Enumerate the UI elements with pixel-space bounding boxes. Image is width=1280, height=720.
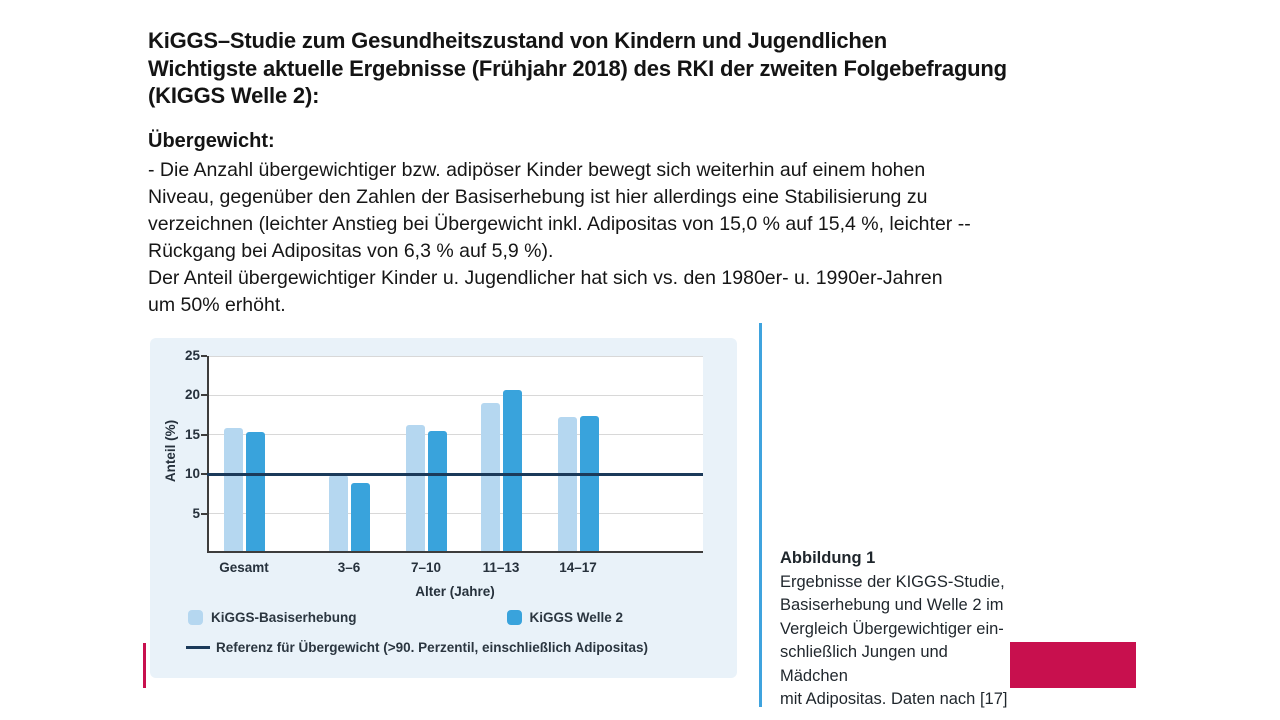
bar-group (329, 356, 370, 553)
legend-reference-line-swatch (186, 646, 210, 650)
figure-caption (780, 547, 1016, 712)
bar-group (558, 356, 599, 553)
y-axis-label: Anteil (%) (163, 419, 178, 483)
figure-caption-line: mit Adipositas. Daten nach [17] (780, 690, 1008, 708)
body-line: um 50% erhöht. (148, 294, 286, 316)
bar-group (481, 356, 522, 553)
bar-welle2 (351, 483, 370, 553)
body-line: Niveau, gegenüber den Zahlen der Basiserhebung ist hier allerdings eine Stabilisierung zu (148, 186, 928, 208)
x-axis-tick-label: 7–10 (410, 560, 442, 575)
figure-caption-line: Basiserhebung und Welle 2 im (780, 596, 1004, 614)
y-axis-tick-label: 20 (184, 387, 200, 403)
bar-welle2 (580, 416, 599, 553)
reference-line (207, 473, 703, 476)
bar-group (224, 356, 265, 553)
legend-swatch-basiserhebung (188, 610, 203, 625)
chart-panel (150, 338, 737, 678)
figure-caption-line: Vergleich Übergewichtiger ein- (780, 619, 1004, 638)
legend-series-row (188, 610, 623, 625)
figure-caption-line: Ergebnisse der KIGGS-Studie, (780, 572, 1005, 591)
legend-label-welle2: KiGGS Welle 2 (529, 610, 624, 625)
vertical-divider-line (759, 323, 762, 707)
gridline (207, 513, 703, 514)
figure-caption-line: schließlich Jungen und Mädchen (780, 643, 948, 685)
figure-caption-heading: Abbildung 1 (780, 549, 876, 567)
crimson-accent-rectangle (1010, 642, 1136, 688)
bar-group (406, 356, 447, 553)
gridline (207, 395, 703, 396)
body-line: - Die Anzahl übergewichtiger bzw. adipöser Kinder bewegt sich weiterhin auf einem hohen (148, 159, 926, 181)
body-paragraph (148, 157, 1148, 319)
bar-welle2 (428, 431, 447, 553)
bar-basiserhebung (224, 428, 243, 553)
bar-basiserhebung (406, 425, 425, 553)
bar-welle2 (503, 390, 522, 553)
y-axis-tick-label: 15 (184, 426, 200, 442)
legend-swatch-welle2 (507, 610, 522, 625)
page-title-line-1: KiGGS–Studie zum Gesundheitszustand von Kindern und Jugendlichen (148, 28, 887, 53)
bar-basiserhebung (481, 403, 500, 554)
page-title (148, 27, 1128, 110)
x-axis-line (207, 551, 703, 553)
body-line: Der Anteil übergewichtiger Kinder u. Jugendlicher hat sich vs. den 1980er- u. 1990er-Jahren (148, 267, 943, 289)
legend-reference-line-label: Referenz für Übergewicht (>90. Perzentil, einschließlich Adipositas) (216, 640, 648, 655)
x-axis-label: Alter (Jahre) (415, 584, 495, 599)
y-axis-line (207, 356, 209, 553)
bar-welle2 (246, 432, 265, 553)
x-axis-tick-label: Gesamt (219, 560, 269, 575)
y-axis-tick-label: 5 (192, 505, 200, 521)
x-axis-tick-label: 14–17 (559, 560, 597, 575)
body-line: Rückgang bei Adipositas von 6,3 % auf 5,9 %). (148, 240, 554, 262)
gridline (207, 434, 703, 435)
gridline (207, 356, 703, 357)
y-axis-tick-label: 10 (184, 466, 200, 482)
section-heading: Übergewicht: (148, 130, 275, 152)
page-title-line-2: Wichtigste aktuelle Ergebnisse (Frühjahr 2018) des RKI der zweiten Folgebefragung (148, 55, 1007, 81)
legend-label-basiserhebung: KiGGS-Basiserhebung (211, 610, 357, 625)
bar-basiserhebung (558, 417, 577, 553)
legend-reference-row (186, 640, 648, 655)
x-axis-tick-label: 3–6 (337, 560, 361, 575)
plot-area (207, 356, 703, 553)
body-line: verzeichnen (leichter Anstieg bei Übergewicht inkl. Adipositas von 15,0 % auf 15,4 %, leichter -- (148, 213, 971, 235)
red-accent-bar (143, 643, 146, 688)
bar-basiserhebung (329, 475, 348, 553)
page-title-line-3: (KIGGS Welle 2): (148, 83, 320, 108)
y-axis-tick-label: 25 (184, 348, 200, 363)
x-axis-tick-label: 11–13 (482, 560, 520, 575)
